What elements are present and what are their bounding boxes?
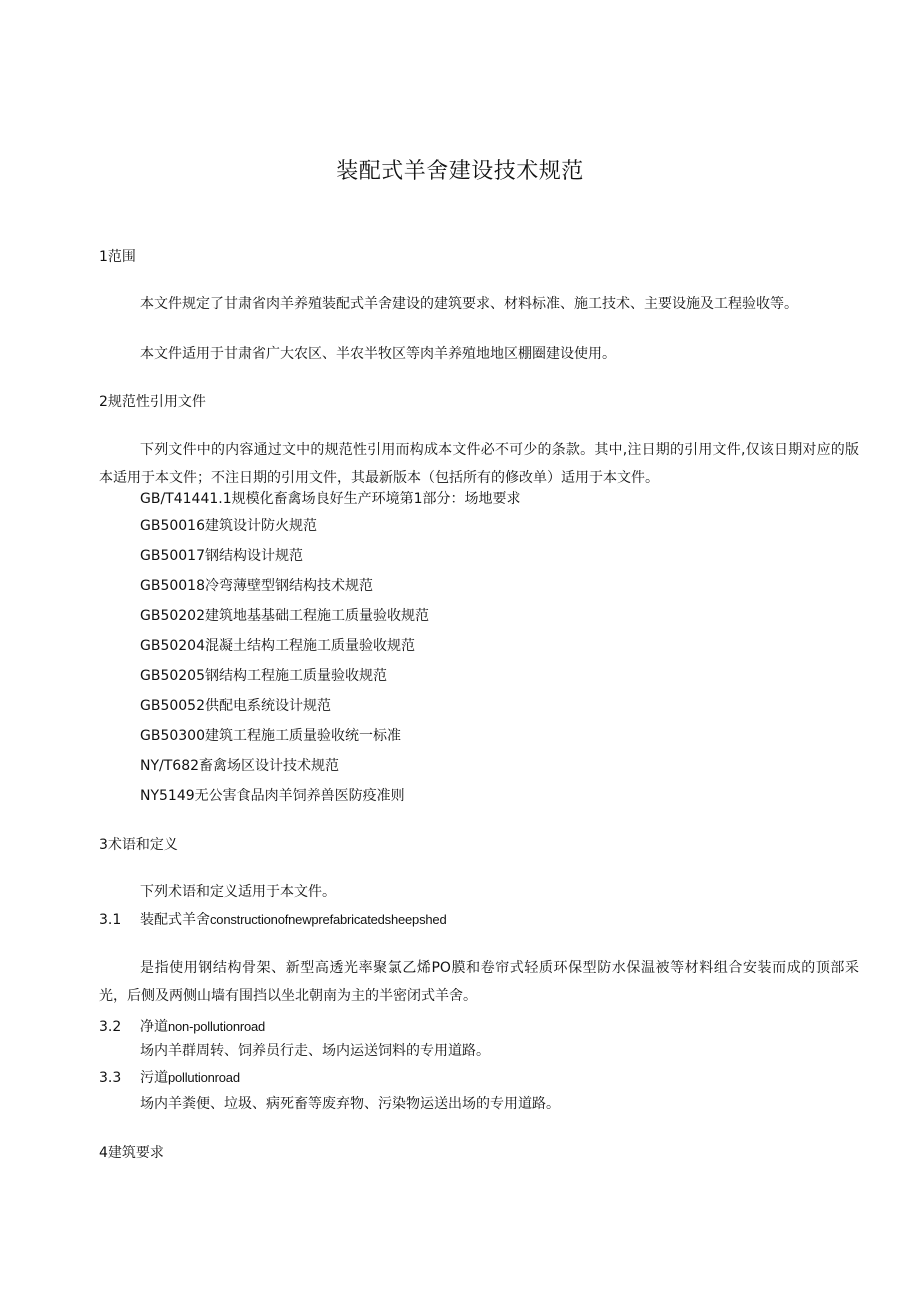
reference-item: NY/T682畜禽场区设计技术规范	[140, 758, 340, 774]
term-definition-3-1: 是指使用钢结构骨架、新型高透光率聚氯乙烯PO膜和卷帘式轻质环保型防水保温被等材料组合安装而成的顶部采光，后侧及两侧山墙有围挡以坐北朝南为主的半密闭式羊舍。	[99, 960, 859, 1004]
reference-item: GB50052供配电系统设计规范	[140, 698, 331, 714]
reference-item: GB50016建筑设计防火规范	[140, 518, 317, 534]
term-chinese: 净道	[140, 1019, 168, 1035]
reference-item: GB50017钢结构设计规范	[140, 548, 303, 564]
term-entry-3-1	[99, 910, 446, 930]
reference-item: GB50202建筑地基基础工程施工质量验收规范	[140, 608, 429, 624]
term-entry-3-3	[99, 1068, 240, 1088]
reference-item: GB50205钢结构工程施工质量验收规范	[140, 668, 387, 684]
term-number: 3.2	[99, 1019, 122, 1035]
term-definition-3-3: 场内羊粪便、垃圾、病死畜等废弃物、污染物运送出场的专用道路。	[140, 1096, 560, 1112]
references-intro-paragraph: 下列文件中的内容通过文中的规范性引用而构成本文件必不可少的条款。其中,注日期的引用文件,仅该日期对应的版本适用于本文件；不注日期的引用文件，其最新版本（包括所有的修改单）适用于本文件。	[99, 442, 859, 486]
reference-item: GB50204混凝土结构工程施工质量验收规范	[140, 638, 415, 654]
term-english: pollutionroad	[168, 1070, 240, 1085]
reference-item: GB50300建筑工程施工质量验收统一标准	[140, 728, 401, 744]
term-chinese: 装配式羊舍	[140, 912, 210, 928]
term-number: 3.3	[99, 1070, 122, 1086]
reference-item: GB50018冷弯薄壁型钢结构技术规范	[140, 578, 373, 594]
term-number: 3.1	[99, 912, 122, 928]
section-heading-terms-definitions: 3术语和定义	[99, 837, 178, 853]
term-chinese: 污道	[140, 1070, 168, 1086]
term-english: constructionofnewprefabricatedsheepshed	[210, 912, 447, 927]
document-title: 装配式羊舍建设技术规范	[336, 159, 584, 184]
term-entry-3-2	[99, 1017, 265, 1037]
section-heading-building-requirements: 4建筑要求	[99, 1145, 164, 1161]
term-definition-3-2: 场内羊群周转、饲养员行走、场内运送饲料的专用道路。	[140, 1043, 490, 1059]
terms-intro: 下列术语和定义适用于本文件。	[140, 884, 336, 900]
section-heading-normative-references: 2规范性引用文件	[99, 394, 206, 410]
scope-paragraph-2: 本文件适用于甘肃省广大农区、半农半牧区等肉羊养殖地地区棚圈建设使用。	[140, 346, 616, 362]
reference-item: NY5149无公害食品肉羊饲养兽医防疫准则	[140, 788, 405, 804]
scope-paragraph-1: 本文件规定了甘肃省肉羊养殖装配式羊舍建设的建筑要求、材料标准、施工技术、主要设施及工程验收等。	[140, 296, 798, 312]
term-english: non-pollutionroad	[168, 1019, 266, 1034]
section-heading-scope: 1范围	[99, 249, 136, 265]
reference-item: GB/T41441.1规模化畜禽场良好生产环境第1部分：场地要求	[140, 491, 521, 507]
